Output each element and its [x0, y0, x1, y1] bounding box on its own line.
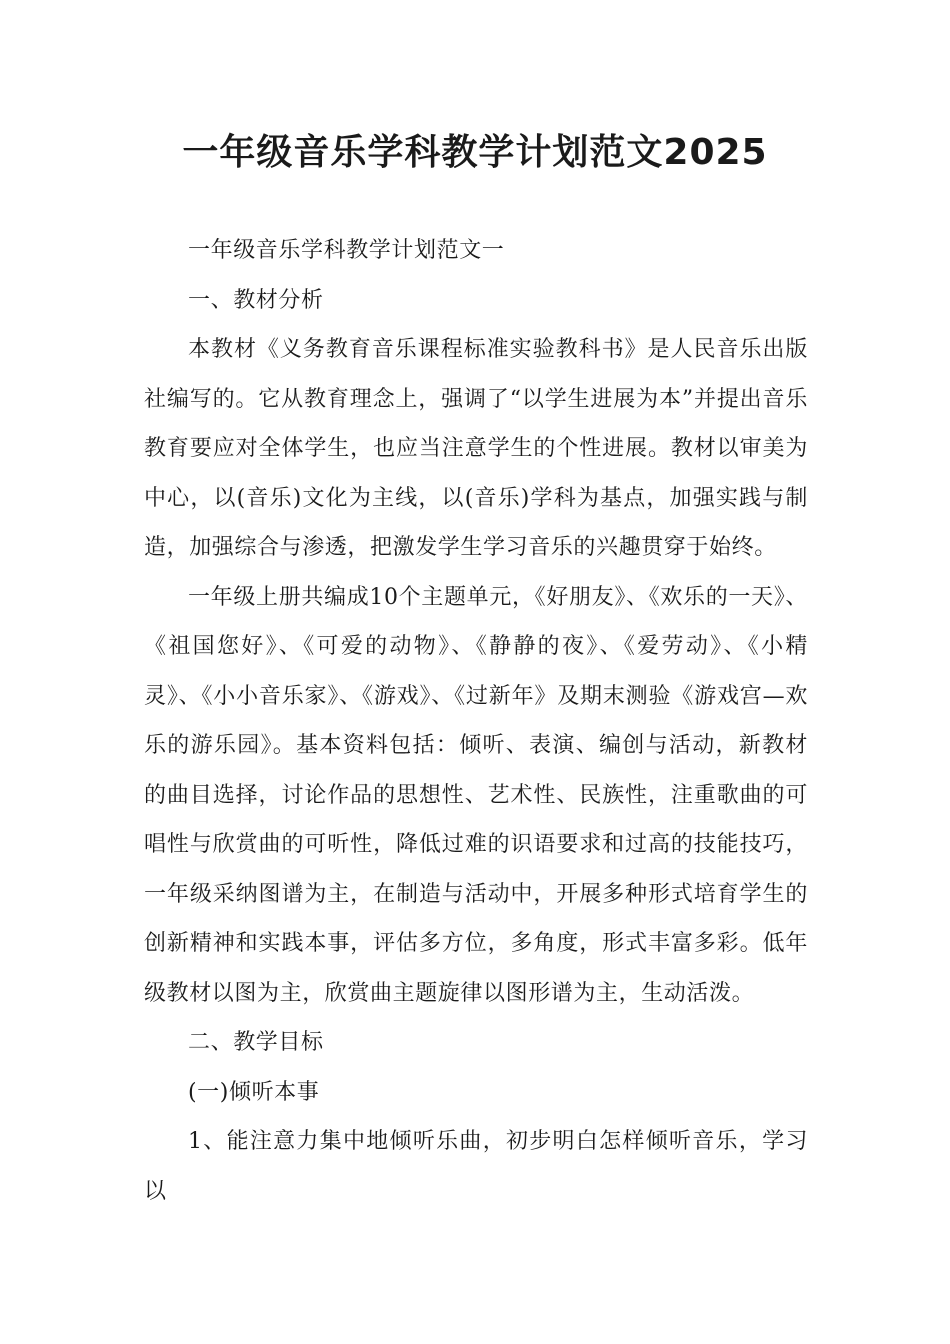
section-heading-teaching-goals: 二、教学目标: [188, 1030, 324, 1055]
document-title: 一年级音乐学科教学计划范文2025: [182, 132, 768, 173]
document-body: [144, 226, 808, 1216]
paragraph-units: 一年级上册共编成10个主题单元，《好朋友》、《欢乐的一天》、《祖国您好》、《可爱的动物》、《静静的夜》、《爱劳动》、《小精灵》、《小小音乐家》、《游戏》、《过新年》及期末测验《游戏宫—欢乐的游乐园》。基本资料包括：倾听、表演、编创与活动，新教材的曲目选择，讨论作品的思想性、艺术性、民族性，注重歌曲的可唱性与欣赏曲的可听性，降低过难的识语要求和过高的技能技巧，一年级采纳图谱为主，在制造与活动中，开展多种形式培育学生的创新精神和实践本事，评估多方位，多角度，形式丰富多彩。低年级教材以图为主，欣赏曲主题旋律以图形谱为主，生动活泼。: [144, 584, 808, 1006]
section-heading-plan: 一年级音乐学科教学计划范文一: [188, 238, 505, 263]
section-heading-material-analysis: 一、教材分析: [188, 287, 324, 313]
paragraph-listening-item-1: 1、能注意力集中地倾听乐曲，初步明白怎样倾听音乐，学习以: [144, 1129, 808, 1204]
subsection-heading-listening: (一)倾听本事: [188, 1079, 320, 1105]
paragraph-textbook-intro: 本教材《义务教育音乐课程标准实验教科书》是人民音乐出版社编写的。它从教育理念上，强调了“以学生进展为本”并提出音乐教育要应对全体学生，也应当注意学生的个性进展。教材以审美为中心，以(音乐)文化为主线，以(音乐)学科为基点，加强实践与制造，加强综合与渗透，把激发学生学习音乐的兴趣贯穿于始终。: [144, 337, 808, 560]
